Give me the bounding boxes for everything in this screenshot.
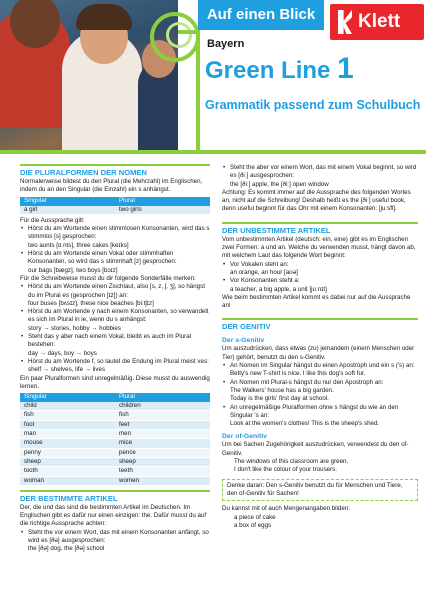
table-cell: mice — [115, 439, 210, 448]
page-subtitle: Grammatik passend zum Schulbuch — [205, 98, 421, 112]
section-heading-definite-article: DER BESTIMMTE ARTIKEL — [20, 490, 210, 504]
example-line: our bags [bægz], two boys [bɔɪz] — [28, 266, 118, 274]
product-number: 1 — [337, 52, 354, 85]
list-item: • Hörst du am Wortende einen Zischlaut, also [s, z, ʃ, ʒ], so hängst du im Plural es (gesprochen [ɪz]) an: — [20, 283, 210, 300]
table-cell: men — [115, 430, 210, 439]
list-item: • An Nomen mit Plural-s hängst du nur den Apostroph an: — [222, 379, 418, 387]
example-line: four buses [bʌsɪz], these nice beaches [biːtʃɪz] — [28, 299, 154, 307]
list-item: • Steht das y aber nach einem Vokal, bleibt es auch im Plural bestehen: — [20, 333, 210, 350]
table-row — [20, 402, 210, 411]
table-row — [20, 430, 210, 439]
example-line: shelf → shelves, life → lives — [28, 366, 106, 374]
table-cell: a girl — [20, 206, 115, 215]
example-line: a teacher, a big apple, a unit [juːnɪt] — [230, 285, 327, 293]
table-cell: sheep — [20, 457, 115, 466]
table-row — [20, 467, 210, 476]
table-header-cell: Plural — [115, 393, 210, 402]
table-row — [20, 448, 210, 457]
of-genitive-intro: Um bei Sachen Zugehörigkeit auszudrücken, verwendest du den of-Genitiv. — [222, 441, 409, 457]
tip-text: Denke daran: Den s-Genitiv benutzt du für Menschen und Tiere, den of-Genitiv für Sachen! — [227, 481, 403, 497]
irregular-intro: Ein paar Pluralformen sind unregelmäßig. Diese musst du auswendig lernen. — [20, 374, 210, 390]
table-header-cell: Singular — [20, 393, 115, 402]
subheading-of-genitive: Der of-Genitiv — [222, 433, 267, 441]
publisher-name: Klett — [358, 11, 401, 32]
table-cell: pence — [115, 448, 210, 457]
table-row — [20, 420, 210, 429]
table-row — [20, 411, 210, 420]
list-item: • Hörst du am Wortende y nach einem Konsonanten, so verwandelt es sich im Plural in ie, wenn du s anhängst: — [20, 308, 210, 325]
table-cell: two girls — [115, 206, 210, 215]
list-item: • Steht the aber vor einem Wort, das mit einem Vokal beginnt, so wird es [ðiː] ausgesprochen: — [222, 164, 418, 181]
table-row — [20, 476, 210, 485]
table-cell: foot — [20, 420, 115, 429]
tip-box — [222, 479, 418, 502]
ring-decoration-inner — [166, 22, 192, 48]
table-header-row — [20, 197, 210, 206]
list-item: • Hörst du am Wortende f, so lautet die Endung im Plural meist ves: — [20, 358, 210, 366]
table-row — [20, 206, 210, 215]
table-cell: tooth — [20, 467, 115, 476]
section-heading-plural: DIE PLURALFORMEN DER NOMEN — [20, 164, 210, 178]
s-genitive-intro: Um auszudrücken, dass etwas (zu) jemandem (einem Menschen oder Tier) gehört, benutzt du den s-Genitiv. — [222, 345, 415, 361]
list-item: • Hörst du am Wortende einen Vokal oder stimmhaften Konsonanten, so wird das s stimmhaft [z] gesprochen: — [20, 250, 210, 267]
example-line: The Walkers' house has a big garden. — [230, 386, 334, 394]
green-rule-vertical — [196, 30, 200, 154]
green-rule — [178, 30, 198, 34]
table-header-cell: Plural — [115, 197, 210, 206]
example-line: two aunts [ɑːnts], three cakes [keɪks] — [28, 241, 129, 249]
region-label: Bayern — [207, 38, 245, 50]
irregular-plural-table — [20, 393, 210, 486]
section-heading-indefinite-article: DER UNBESTIMMTE ARTIKEL — [222, 222, 418, 236]
list-item: • An Nomen im Singular hängst du einen Apostroph und ein s ('s) an: — [222, 362, 418, 370]
amount-intro: Du kannst mit of auch Mengenangaben bilden: — [222, 505, 350, 513]
example-line: story → stories, hobby → hobbies — [28, 324, 121, 332]
example-line: the [ðə] dog, the [ðə] school — [28, 545, 105, 553]
plural-table — [20, 197, 210, 215]
series-tag: Auf einen Blick — [198, 0, 324, 30]
example-line: a box of eggs — [234, 521, 272, 529]
table-cell: man — [20, 430, 115, 439]
list-item: • Vor Konsonanten steht a: — [222, 277, 418, 285]
cover-photo — [0, 0, 178, 150]
product-title — [205, 52, 354, 86]
indefinite-outro: Wie beim bestimmten Artikel kommt es dabei nur auf die Aussprache an! — [222, 293, 411, 310]
example-line: a piece of cake — [234, 513, 276, 521]
subheading-s-genitive: Der s-Genitiv — [222, 337, 265, 345]
example-line: the [ðiː] apple, the [ðiː] open window — [230, 180, 329, 188]
header — [0, 0, 426, 160]
table-cell: fish — [20, 411, 115, 420]
list-item: • Hörst du am Wortende einen stimmlosen Konsonanten, wird das s stimmlos [s] gesprochen: — [20, 225, 210, 242]
section-heading-genitive: DER GENITIV — [222, 318, 418, 332]
example-line: I don't like the colour of your trousers. — [234, 466, 337, 474]
table-cell: teeth — [115, 467, 210, 476]
table-cell: fish — [115, 411, 210, 420]
table-row — [20, 439, 210, 448]
list-item: • An unregelmäßige Pluralformen ohne s hängst du wie an den Singular 's an: — [222, 404, 418, 421]
table-cell: penny — [20, 448, 115, 457]
right-column — [222, 160, 418, 599]
table-cell: children — [115, 402, 210, 411]
publisher-logo — [326, 0, 426, 44]
photo-person-2-hair — [76, 4, 132, 30]
indefinite-intro: Vom unbestimmten Artikel (deutsch: ein, eine) gibt es im Englischen zwei Formen: a und an. Welche du verwenden musst, hängt davon ab, mit welchem Laut das folgende Wort beginnt: — [222, 235, 416, 260]
example-line: an orange, an hour [aʊə] — [230, 268, 298, 276]
list-item: • Vor Vokalen steht an: — [222, 261, 418, 269]
example-line: day → days, boy → boys — [28, 349, 97, 357]
content — [0, 160, 426, 599]
table-cell: feet — [115, 420, 210, 429]
spelling-heading: Für die Schreibweise musst du dir folgende Sonderfälle merken: — [20, 274, 196, 282]
table-cell: woman — [20, 476, 115, 485]
table-header-cell: Singular — [20, 197, 115, 206]
plural-intro: Normalerweise bildest du den Plural (die Mehrzahl) im Englischen, indem du an den Singular (die Einzahl) ein s anhängst. — [20, 178, 203, 194]
green-rule-bottom — [0, 150, 426, 154]
table-cell: sheep — [115, 457, 210, 466]
table-row — [20, 457, 210, 466]
list-item: • Steht the vor einem Wort, das mit einem Konsonanten anfängt, so wird es [ðə] ausgesprochen: — [20, 529, 210, 546]
table-cell: women — [115, 476, 210, 485]
table-cell: mouse — [20, 439, 115, 448]
definite-note: Achtung: Es kommt immer auf die Aussprache des folgenden Wortes an, nicht auf die Schreibung! Deshalb heißt es the [ðiː] useful book, denn useful beginnt für das Ohr mit einem Konsonanten: [juːsfl]. — [222, 188, 411, 213]
definite-intro: Der, die und das sind die bestimmten Artikel im Deutschen. Im Englischen gibt es dafür nur einen einzigen: the. Dafür musst du auf die richtige Aussprache achten: — [20, 503, 207, 528]
example-line: The windows of this classroom are green. — [234, 458, 349, 466]
product-name: Green Line — [205, 57, 331, 84]
table-header-row — [20, 393, 210, 402]
example-line: Look at the women's clothes! This is the sheep's shed. — [230, 420, 380, 428]
left-column — [20, 160, 210, 599]
example-line: Betty's new T-shirt is nice. I like this dog's soft fur. — [230, 370, 366, 378]
example-line: Today is the girls' first day at school. — [230, 395, 329, 403]
table-cell: child — [20, 402, 115, 411]
pronunciation-heading: Für die Aussprache gilt: — [20, 216, 85, 224]
